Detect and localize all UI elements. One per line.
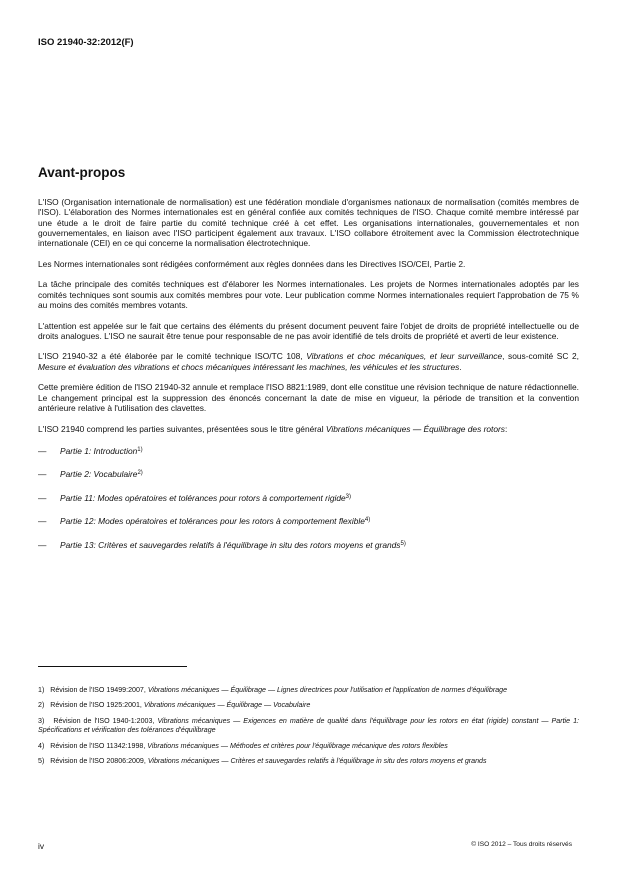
footnote-number: 1) bbox=[38, 686, 45, 694]
footnote-text: Révision de l'ISO 1925:2001, bbox=[50, 701, 144, 710]
paragraph-preparation bbox=[38, 351, 579, 372]
copyright-notice: © ISO 2012 – Tous droits réservés bbox=[471, 841, 572, 848]
footnote-title: Vibrations mécaniques — Exigences en matière de qualité dans l'équilibrage pour les rotors en état (rigide) constant — Partie 1: Spécifications et vérification des tolérances d'équilibrage bbox=[38, 716, 579, 735]
footnote-text: Révision de l'ISO 19499:2007, bbox=[50, 686, 148, 694]
footnote-number: 2) bbox=[38, 701, 45, 710]
document-identifier: ISO 21940-32:2012(F) bbox=[38, 37, 134, 48]
dash-bullet: — bbox=[38, 445, 47, 456]
committee-title: Vibrations et choc mécaniques, et leur surveillance bbox=[306, 351, 503, 362]
footnote-text: Révision de l'ISO 1940-1:2003, bbox=[53, 716, 158, 725]
dash-bullet: — bbox=[38, 516, 47, 527]
subcommittee-title: Mesure et évaluation des vibrations et chocs mécaniques intéressant les machines, les véhicules et les structures bbox=[38, 361, 460, 372]
footnote-title: Vibrations mécaniques — Équilibrage — Vocabulaire bbox=[143, 701, 311, 710]
foreword-body bbox=[38, 197, 579, 563]
footnote-title: Vibrations mécaniques — Critères et sauvegardes relatifs à l'équilibrage in situ des rotors moyens et grands bbox=[147, 757, 487, 766]
paragraph-technical-committees: La tâche principale des comités techniques est d'élaborer les Normes internationales. Les projets de Normes internationales adoptés par les comités techniques sont soumis aux comités membres pour vote. Leur publication comme Normes internationales requiert l'approbation de 75 % au moins des comités membres votants. bbox=[38, 279, 579, 310]
footnote bbox=[38, 742, 579, 751]
part-title: Partie 1: Introduction bbox=[60, 445, 138, 456]
page-number: iv bbox=[38, 841, 45, 851]
part-title: Partie 11: Modes opératoires et tolérances pour rotors à comportement rigide bbox=[60, 492, 346, 503]
footnote-separator bbox=[38, 666, 187, 667]
part-title: Partie 12: Modes opératoires et tolérances pour les rotors à comportement flexible bbox=[60, 516, 365, 527]
dash-bullet: — bbox=[38, 539, 47, 550]
general-title: Vibrations mécaniques — Équilibrage des rotors bbox=[325, 423, 505, 434]
footnote bbox=[38, 701, 579, 710]
list-item bbox=[38, 446, 579, 456]
text-span: , sous-comité SC 2, bbox=[502, 351, 579, 362]
text-span: L'ISO 21940-32 a été élaborée par le comité technique ISO/TC 108, bbox=[38, 351, 307, 362]
dash-bullet: — bbox=[38, 492, 47, 503]
footnote-text: Révision de l'ISO 11342:1998, bbox=[50, 741, 148, 750]
list-item bbox=[38, 540, 579, 550]
footnote-text: Révision de l'ISO 20806:2009, bbox=[50, 757, 148, 766]
footnote-number: 3) bbox=[38, 716, 45, 725]
footnotes bbox=[38, 686, 579, 773]
list-item bbox=[38, 469, 579, 479]
parts-list bbox=[38, 446, 579, 550]
footnote-title: Vibrations mécaniques — Méthodes et critères pour l'équilibrage mécanique des rotors flexibles bbox=[147, 741, 448, 750]
footnote-ref[interactable]: 1) bbox=[137, 446, 143, 453]
footnote-ref[interactable]: 2) bbox=[137, 470, 143, 477]
footnote-number: 5) bbox=[38, 757, 45, 766]
paragraph-parts-intro bbox=[38, 424, 579, 434]
dash-bullet: — bbox=[38, 469, 47, 480]
footnote bbox=[38, 757, 579, 766]
section-title: Avant-propos bbox=[38, 165, 126, 180]
text-span: : bbox=[505, 423, 508, 434]
paragraph-iso-organisation: L'ISO (Organisation internationale de normalisation) est une fédération mondiale d'organismes nationaux de normalisation (comités membres de l'ISO). L'élaboration des Normes internationales est en général confiée aux comités techniques de l'ISO. Chaque comité membre intéressé par une étude a le droit de faire partie du comité technique créé à cet effet. Les organisations internationales, gouvernementales et non gouvernementales, en liaison avec l'ISO participent également aux travaux. L'ISO collabore étroitement avec la Commission électrotechnique internationale (CEI) en ce qui concerne la normalisation électrotechnique. bbox=[38, 197, 579, 249]
footnote-ref[interactable]: 4) bbox=[364, 517, 371, 524]
footnote bbox=[38, 717, 579, 736]
text-span: L'ISO 21940 comprend les parties suivantes, présentées sous le titre général bbox=[38, 423, 326, 434]
paragraph-directives: Les Normes internationales sont rédigées conformément aux règles données dans les Directives ISO/CEI, Partie 2. bbox=[38, 258, 466, 269]
footnote bbox=[38, 686, 579, 695]
paragraph-edition: Cette première édition de l'ISO 21940-32 annule et remplace l'ISO 8821:1989, dont elle constitue une révision technique de nature rédactionnelle. Le changement principal est la suppression des énoncés concernant la date de mise en vigueur, la période de transition et la convention antérieure relative à l'utilisation des clavettes. bbox=[38, 382, 579, 413]
footnote-ref[interactable]: 5) bbox=[400, 540, 406, 547]
footnote-number: 4) bbox=[38, 741, 45, 750]
part-title: Partie 2: Vocabulaire bbox=[60, 469, 138, 480]
list-item bbox=[38, 516, 579, 526]
list-item bbox=[38, 493, 579, 503]
paragraph-patent-rights: L'attention est appelée sur le fait que certains des éléments du présent document peuvent faire l'objet de droits de propriété intellectuelle ou de droits analogues. L'ISO ne saurait être tenue pour responsable de ne pas avoir identifié de tels droits de propriété et averti de leur existence. bbox=[38, 320, 579, 341]
footnote-title: Vibrations mécaniques — Équilibrage — Lignes directrices pour l'utilisation et l'application de normes d'équilibrage bbox=[147, 686, 508, 694]
footnote-ref[interactable]: 3) bbox=[345, 493, 352, 500]
part-title: Partie 13: Critères et sauvegardes relatifs à l'équilibrage in situ des rotors moyens et grands bbox=[60, 539, 401, 550]
text-span: . bbox=[459, 361, 462, 372]
